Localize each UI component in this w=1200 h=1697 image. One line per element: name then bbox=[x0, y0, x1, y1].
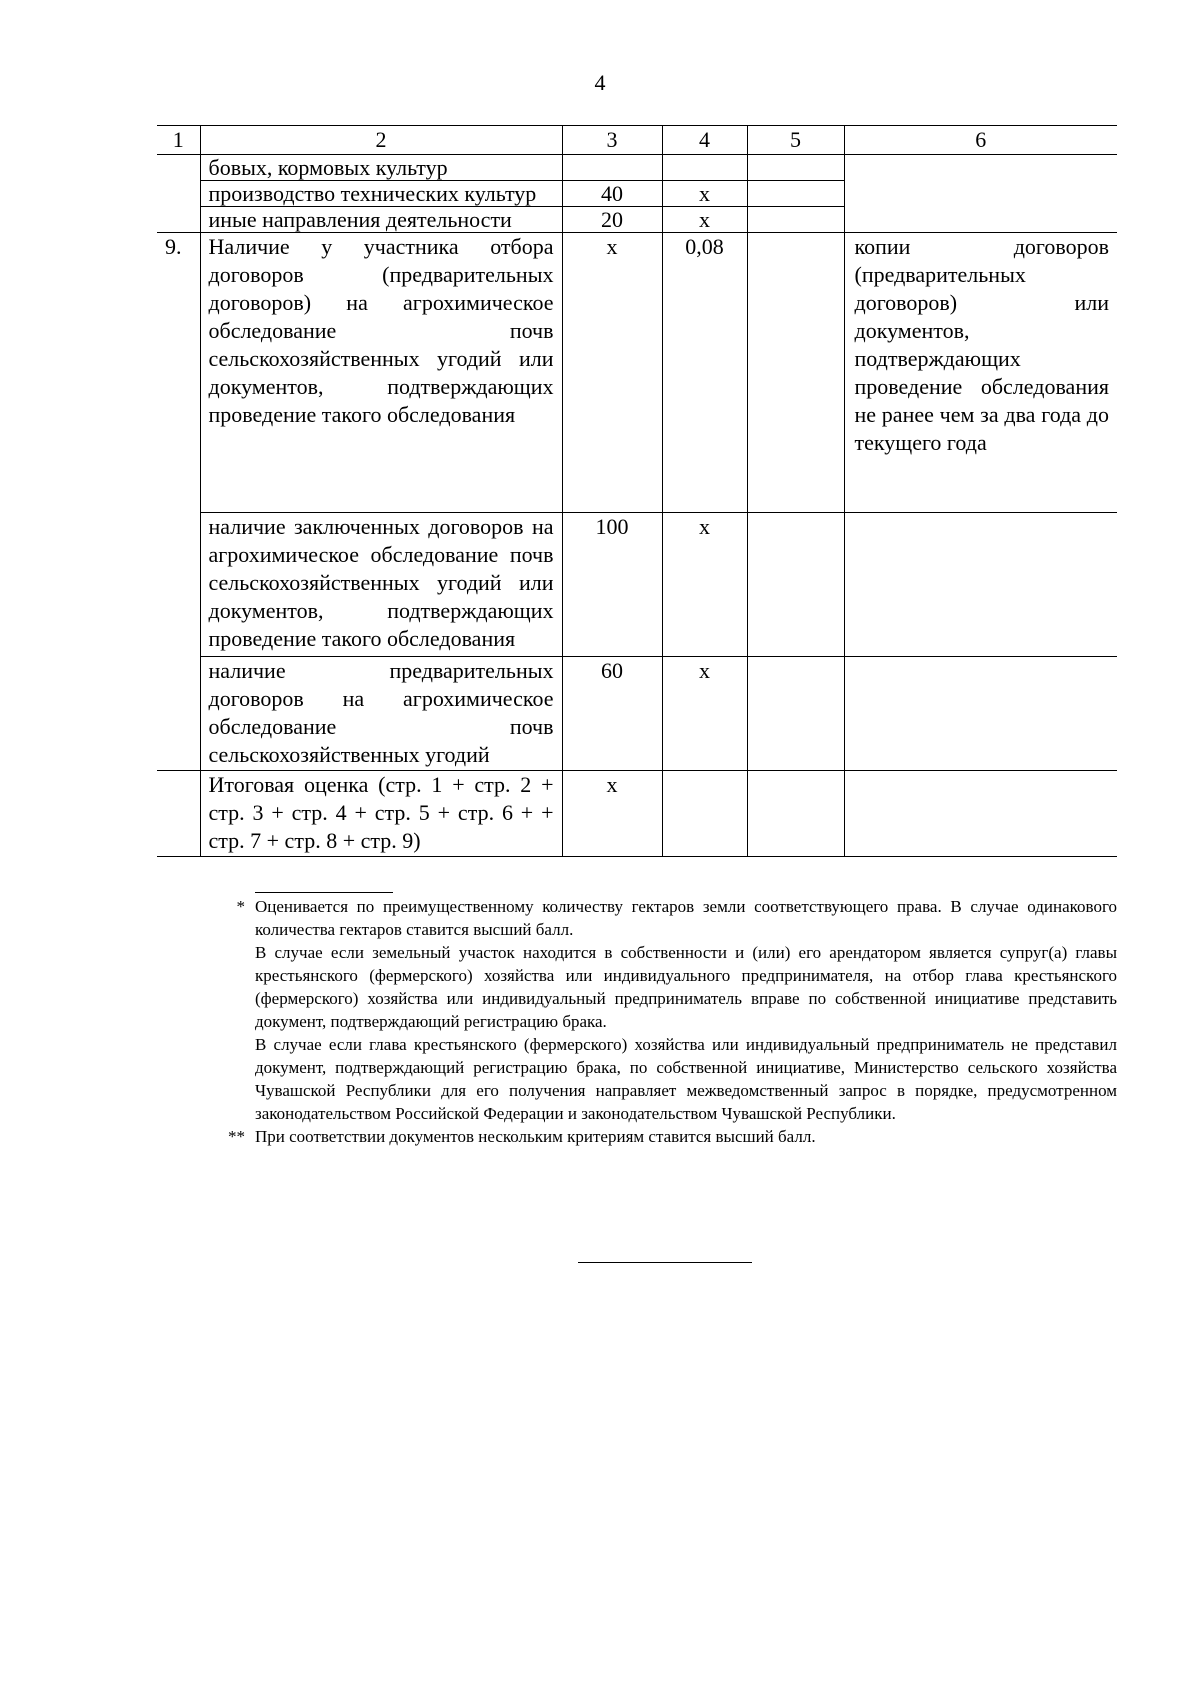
criterion-cell: наличие предварительных договоров на агрохимическое обследование почв сельскохозяйственных угодий bbox=[200, 657, 562, 771]
document-cell bbox=[844, 513, 1117, 657]
table-row bbox=[157, 233, 1117, 513]
row-number-cell bbox=[157, 771, 200, 857]
row-number-cell bbox=[157, 155, 200, 233]
score-cell: х bbox=[562, 771, 662, 857]
weight-cell: х bbox=[662, 181, 747, 207]
value-cell bbox=[747, 771, 844, 857]
value-cell bbox=[747, 207, 844, 233]
header-cell: 3 bbox=[562, 126, 662, 155]
document-cell bbox=[844, 155, 1117, 233]
table-header-row bbox=[157, 126, 1117, 155]
footnote-paragraph: При соответствии документов нескольким критериям ставится высший балл. bbox=[255, 1127, 816, 1146]
table-row bbox=[157, 513, 1117, 657]
table-row bbox=[157, 657, 1117, 771]
value-cell bbox=[747, 657, 844, 771]
footnote-paragraph: В случае если глава крестьянского (фермерского) хозяйства или индивидуальный предприниматель не представил документ, подтверждающий регистрацию брака, по собственной инициативе, Министерство сельского хозяйства Чувашской Республики для его получения направляет межведомственный запрос в порядке, предусмотренном законодательством Российской Федерации и законодательством Чувашской Республики. bbox=[255, 1035, 1117, 1123]
document-cell: копии договоров (предварительных договоров) или документов, подтверждающих проведение обследования не ранее чем за два года до текущего года bbox=[844, 233, 1117, 513]
document-cell bbox=[844, 771, 1117, 857]
score-cell bbox=[562, 155, 662, 181]
footnote-paragraph: Оценивается по преимущественному количеству гектаров земли соответствующего права. В случае одинакового количества гектаров ставится высший балл. bbox=[255, 897, 1117, 939]
footnote-paragraph: В случае если земельный участок находится в собственности и (или) его арендатором является супруг(а) главы крестьянского (фермерского) хозяйства или индивидуального предпринимателя, на отбор глава крестьянского (фермерского) хозяйства или индивидуальный предприниматель вправе по собственной инициативе представить документ, подтверждающий регистрацию брака. bbox=[255, 943, 1117, 1031]
value-cell bbox=[747, 233, 844, 513]
table-row bbox=[157, 155, 1117, 181]
criterion-cell: производство технических культур bbox=[200, 181, 562, 207]
score-cell: х bbox=[562, 233, 662, 513]
header-cell: 5 bbox=[747, 126, 844, 155]
criterion-cell: бовых, кормовых культур bbox=[200, 155, 562, 181]
end-separator bbox=[578, 1262, 752, 1263]
weight-cell: х bbox=[662, 657, 747, 771]
footnote-1 bbox=[236, 895, 1117, 1125]
page-number: 4 bbox=[594, 70, 606, 95]
score-cell: 60 bbox=[562, 657, 662, 771]
value-cell bbox=[747, 155, 844, 181]
value-cell bbox=[747, 513, 844, 657]
footnote-separator bbox=[255, 892, 393, 893]
header-cell: 1 bbox=[157, 126, 200, 155]
score-cell: 100 bbox=[562, 513, 662, 657]
header-cell: 2 bbox=[200, 126, 562, 155]
total-criterion-cell: Итоговая оценка (стр. 1 + стр. 2 + стр. 3 + стр. 4 + стр. 5 + стр. 6 + + стр. 7 + стр. 8 + стр. 9) bbox=[200, 771, 562, 857]
criteria-table bbox=[157, 125, 1117, 857]
footnote-mark: ** bbox=[228, 1127, 245, 1146]
header-cell: 4 bbox=[662, 126, 747, 155]
criterion-cell: Наличие у участника отбора договоров (предварительных договоров) на агрохимическое обследование почв сельскохозяйственных угодий или документов, подтверждающих проведение такого обследования bbox=[200, 233, 562, 513]
value-cell bbox=[747, 181, 844, 207]
weight-cell: х bbox=[662, 513, 747, 657]
weight-cell bbox=[662, 155, 747, 181]
footnotes bbox=[228, 895, 1117, 1148]
criterion-cell: иные направления деятельности bbox=[200, 207, 562, 233]
row-number-cell: 9. bbox=[157, 233, 200, 771]
weight-cell bbox=[662, 771, 747, 857]
footnote-mark: * bbox=[236, 897, 245, 916]
document-cell bbox=[844, 657, 1117, 771]
header-cell: 6 bbox=[844, 126, 1117, 155]
footnote-2 bbox=[228, 1125, 1117, 1148]
score-cell: 20 bbox=[562, 207, 662, 233]
weight-cell: 0,08 bbox=[662, 233, 747, 513]
criterion-cell: наличие заключенных договоров на агрохимическое обследование почв сельскохозяйственных угодий или документов, подтверждающих проведение такого обследования bbox=[200, 513, 562, 657]
score-cell: 40 bbox=[562, 181, 662, 207]
weight-cell: х bbox=[662, 207, 747, 233]
total-row bbox=[157, 771, 1117, 857]
